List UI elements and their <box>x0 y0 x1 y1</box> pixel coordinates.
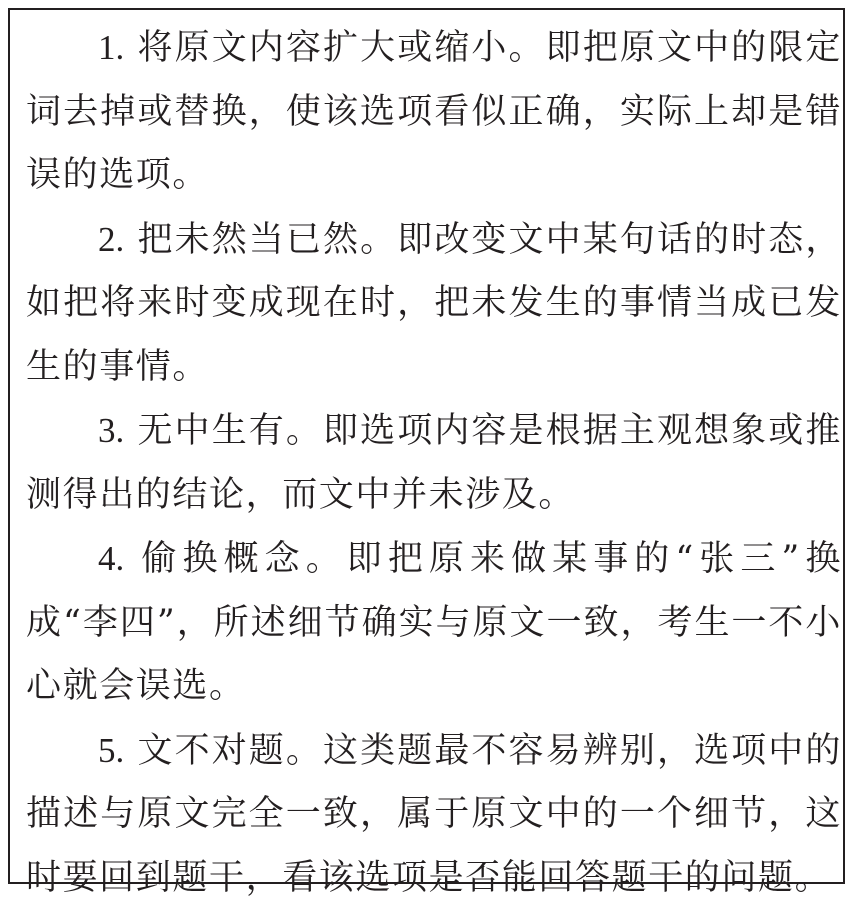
item-number: 4. <box>98 539 124 578</box>
document-body <box>26 16 842 910</box>
item-number: 5. <box>98 731 124 770</box>
item-text: 无中生有。即选项内容是根据主观想象或推测得出的结论，而文中并未涉及。 <box>26 411 842 515</box>
item-3 <box>26 399 842 527</box>
item-text: 将原文内容扩大或缩小。即把原文中的限定词去掉或替换，使该选项看似正确，实际上却是错误的选项。 <box>26 28 842 195</box>
item-text: 偷换概念。即把原来做某事的“张三”换成“李四”，所述细节确实与原文一致，考生一不小心就会误选。 <box>26 539 842 706</box>
item-1 <box>26 16 842 208</box>
item-number: 2. <box>98 220 124 259</box>
item-text: 文不对题。这类题最不容易辨别，选项中的描述与原文完全一致，属于原文中的一个细节，这时要回到题干，看该选项是否能回答题干的问题。 <box>26 731 842 898</box>
item-4 <box>26 527 842 719</box>
item-2 <box>26 208 842 400</box>
item-number: 1. <box>98 28 124 67</box>
item-5 <box>26 719 842 910</box>
item-text: 把未然当已然。即改变文中某句话的时态，如把将来时变成现在时，把未发生的事情当成已发生的事情。 <box>26 220 842 387</box>
item-number: 3. <box>98 411 124 450</box>
